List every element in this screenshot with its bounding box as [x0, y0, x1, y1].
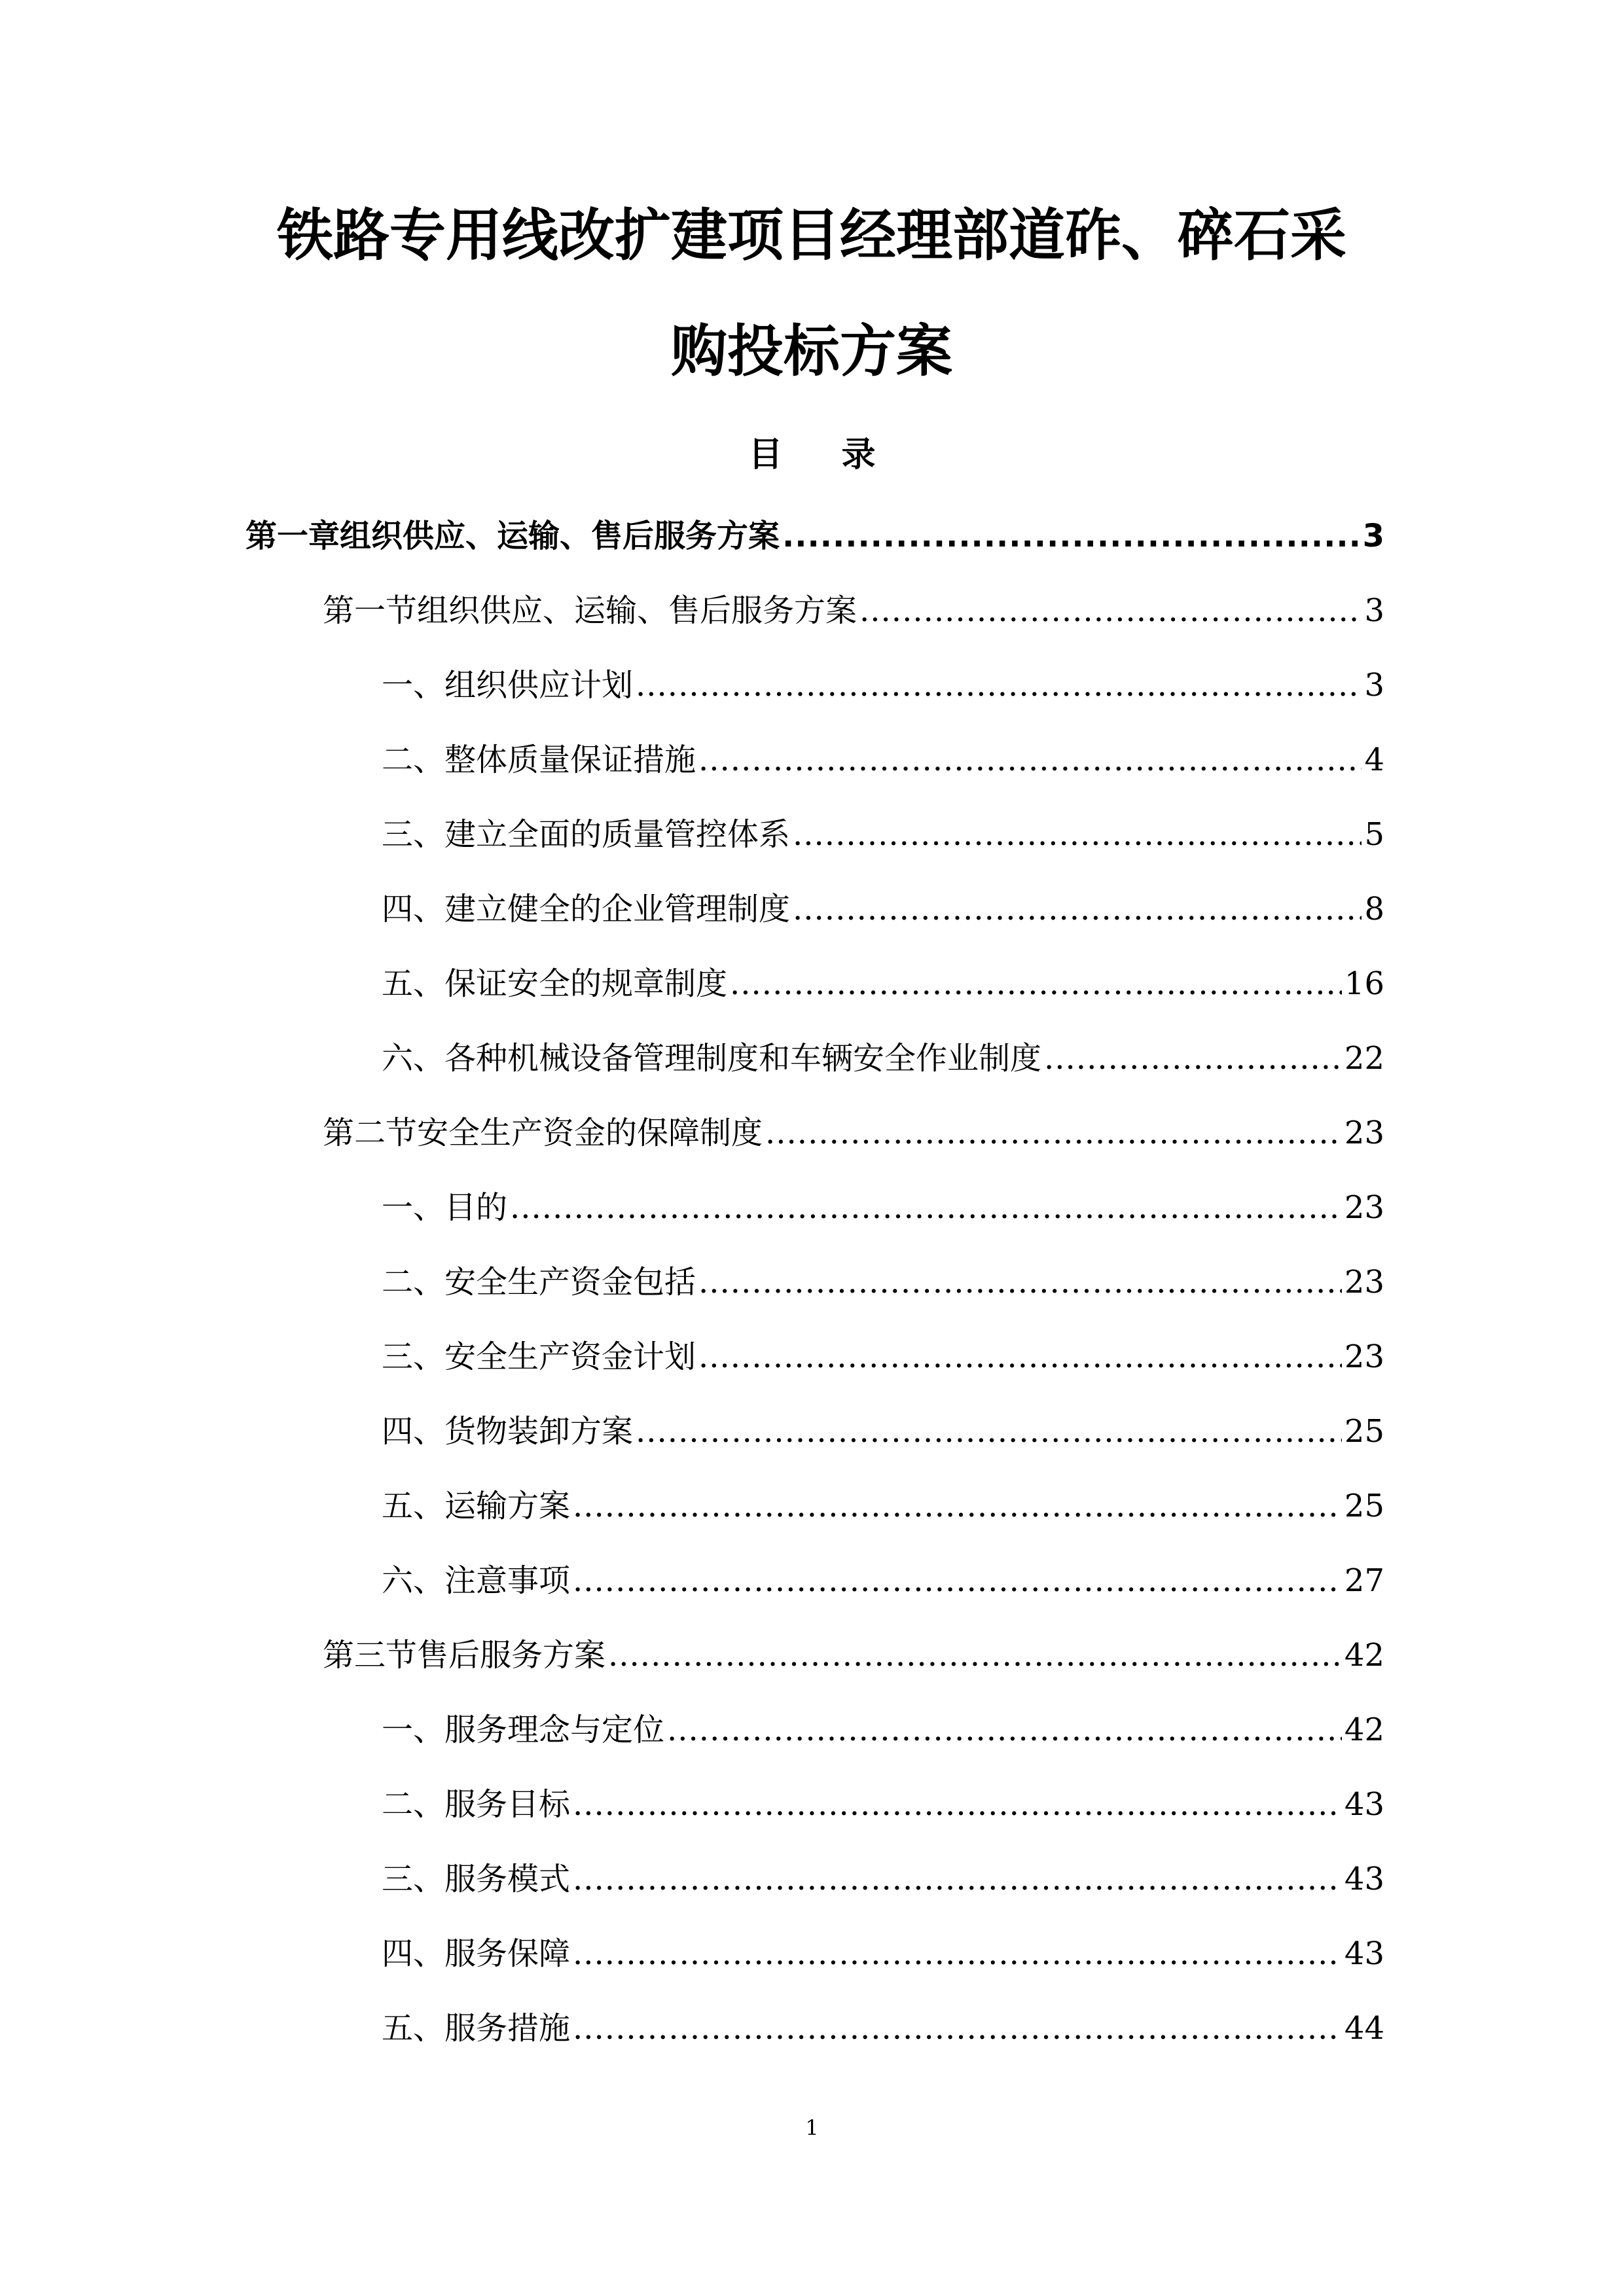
toc-entry-page: 43: [1344, 1861, 1384, 1897]
toc-heading: 目 录: [748, 435, 899, 475]
toc-dot-leader: [793, 797, 1362, 872]
toc-entry-number: 三、: [382, 1861, 445, 1897]
toc-entry-page: 43: [1344, 1935, 1384, 1972]
toc-dot-leader: [859, 573, 1362, 648]
toc-entry-page: 3: [1364, 667, 1384, 704]
toc-entry-title: 服务目标: [444, 1786, 571, 1823]
toc-entry-page: 22: [1344, 1040, 1384, 1077]
toc-entry-number: 四、: [382, 1413, 445, 1450]
toc-entry-title: 整体质量保证措施: [444, 742, 696, 778]
toc-entry-title: 建立健全的企业管理制度: [444, 891, 791, 927]
toc-dot-leader: [573, 1469, 1342, 1543]
toc-entry[interactable]: [245, 1469, 1384, 1543]
toc-entry-page: 23: [1344, 1189, 1384, 1226]
toc-entry-page: 4: [1364, 742, 1384, 778]
toc-entry-title: 注意事项: [444, 1562, 571, 1599]
toc-dot-leader: [793, 872, 1362, 946]
toc-entry-title: 保证安全的规章制度: [444, 965, 728, 1002]
toc-entry[interactable]: [245, 1021, 1384, 1096]
toc-entry-title: 安全生产资金计划: [444, 1338, 696, 1375]
toc-entry-page: 42: [1344, 1712, 1384, 1748]
toc-entry-number: 五、: [382, 2010, 445, 2047]
toc-entry-title: 服务理念与定位: [444, 1712, 665, 1748]
toc-entry[interactable]: [245, 797, 1384, 872]
toc-entry-page: 25: [1344, 1413, 1384, 1450]
toc-dot-leader: [1044, 1021, 1342, 1096]
toc-entry[interactable]: [245, 1991, 1384, 2066]
toc-entry[interactable]: [245, 499, 1384, 573]
toc-entry-page: 42: [1344, 1637, 1384, 1674]
toc-dot-leader: [698, 1245, 1342, 1319]
toc-entry-page: 16: [1344, 965, 1384, 1002]
toc-dot-leader: [667, 1693, 1342, 1767]
toc-dot-leader: [636, 1394, 1342, 1469]
toc-entry-page: 3: [1362, 518, 1384, 554]
toc-entry[interactable]: [245, 1170, 1384, 1245]
toc-entry-number: 一、: [382, 667, 445, 704]
toc-entry[interactable]: [245, 723, 1384, 797]
toc-entry-title: 安全生产资金的保障制度: [417, 1115, 763, 1151]
toc-entry-title: 组织供应计划: [444, 667, 634, 704]
table-of-contents: [245, 499, 1384, 2066]
toc-entry[interactable]: [245, 1245, 1384, 1319]
toc-entry-title: 服务措施: [444, 2010, 571, 2047]
toc-entry[interactable]: [245, 1319, 1384, 1394]
toc-entry[interactable]: [245, 1543, 1384, 1618]
toc-entry-number: 四、: [382, 1935, 445, 1972]
toc-entry-title: 运输方案: [444, 1488, 571, 1524]
toc-entry-page: 23: [1344, 1264, 1384, 1300]
toc-entry-title: 各种机械设备管理制度和车辆安全作业制度: [444, 1040, 1042, 1077]
toc-entry-title: 目的: [444, 1189, 508, 1226]
toc-entry-page: 8: [1364, 891, 1384, 927]
page-number: 1: [805, 2115, 819, 2140]
toc-dot-leader: [573, 1767, 1342, 1842]
document-title-line-1: 铁路专用线改扩建项目经理部道砟、碎石采: [277, 203, 1346, 268]
toc-entry[interactable]: [245, 1916, 1384, 1991]
toc-entry-title: 售后服务方案: [417, 1637, 606, 1674]
toc-entry-page: 5: [1364, 816, 1384, 853]
toc-entry-number: 二、: [382, 1264, 445, 1300]
toc-entry[interactable]: [245, 872, 1384, 946]
toc-entry-title: 建立全面的质量管控体系: [444, 816, 791, 853]
toc-entry-number: 六、: [382, 1562, 445, 1599]
toc-entry-title: 安全生产资金包括: [444, 1264, 696, 1300]
toc-entry[interactable]: [245, 1842, 1384, 1916]
toc-dot-leader: [573, 1543, 1342, 1618]
toc-entry-page: 23: [1344, 1115, 1384, 1151]
toc-entry-number: 四、: [382, 891, 445, 927]
toc-dot-leader: [730, 946, 1342, 1021]
toc-entry-number: 第一节: [323, 592, 418, 629]
toc-entry[interactable]: [245, 1394, 1384, 1469]
toc-entry-title: 服务保障: [444, 1935, 571, 1972]
toc-entry-title: 货物装卸方案: [444, 1413, 634, 1450]
toc-entry-number: 六、: [382, 1040, 445, 1077]
document-title-line-2: 购投标方案: [671, 319, 952, 384]
toc-entry-title: 组织供应、运输、售后服务方案: [340, 518, 780, 554]
toc-dot-leader: [698, 1319, 1342, 1394]
toc-entry[interactable]: [245, 946, 1384, 1021]
toc-entry-page: 25: [1344, 1488, 1384, 1524]
toc-entry-page: 23: [1344, 1338, 1384, 1375]
toc-dot-leader: [573, 1916, 1342, 1991]
toc-entry-page: 3: [1364, 592, 1384, 629]
toc-dot-leader: [510, 1170, 1342, 1245]
toc-entry[interactable]: [245, 1618, 1384, 1693]
toc-entry-title: 服务模式: [444, 1861, 571, 1897]
toc-entry[interactable]: [245, 1693, 1384, 1767]
toc-entry-page: 27: [1344, 1562, 1384, 1599]
toc-entry-number: 五、: [382, 1488, 445, 1524]
toc-entry-number: 二、: [382, 742, 445, 778]
toc-entry-number: 三、: [382, 816, 445, 853]
toc-entry-number: 一、: [382, 1189, 445, 1226]
toc-entry-number: 一、: [382, 1712, 445, 1748]
toc-entry-number: 第二节: [323, 1115, 418, 1151]
toc-entry-number: 第三节: [323, 1637, 418, 1674]
toc-dot-leader: [608, 1618, 1342, 1693]
toc-entry-number: 二、: [382, 1786, 445, 1823]
toc-entry-number: 五、: [382, 965, 445, 1002]
toc-dot-leader: [782, 499, 1360, 573]
toc-entry[interactable]: [245, 573, 1384, 648]
toc-entry-page: 43: [1344, 1786, 1384, 1823]
toc-entry[interactable]: [245, 648, 1384, 723]
toc-dot-leader: [698, 723, 1362, 797]
toc-entry[interactable]: [245, 1096, 1384, 1170]
toc-dot-leader: [765, 1096, 1342, 1170]
toc-dot-leader: [573, 1842, 1342, 1916]
toc-entry[interactable]: [245, 1767, 1384, 1842]
toc-entry-title: 组织供应、运输、售后服务方案: [417, 592, 857, 629]
toc-entry-page: 44: [1344, 2010, 1384, 2047]
toc-dot-leader: [573, 1991, 1342, 2066]
toc-entry-number: 三、: [382, 1338, 445, 1375]
toc-dot-leader: [636, 648, 1362, 723]
toc-entry-number: 第一章: [245, 518, 340, 554]
